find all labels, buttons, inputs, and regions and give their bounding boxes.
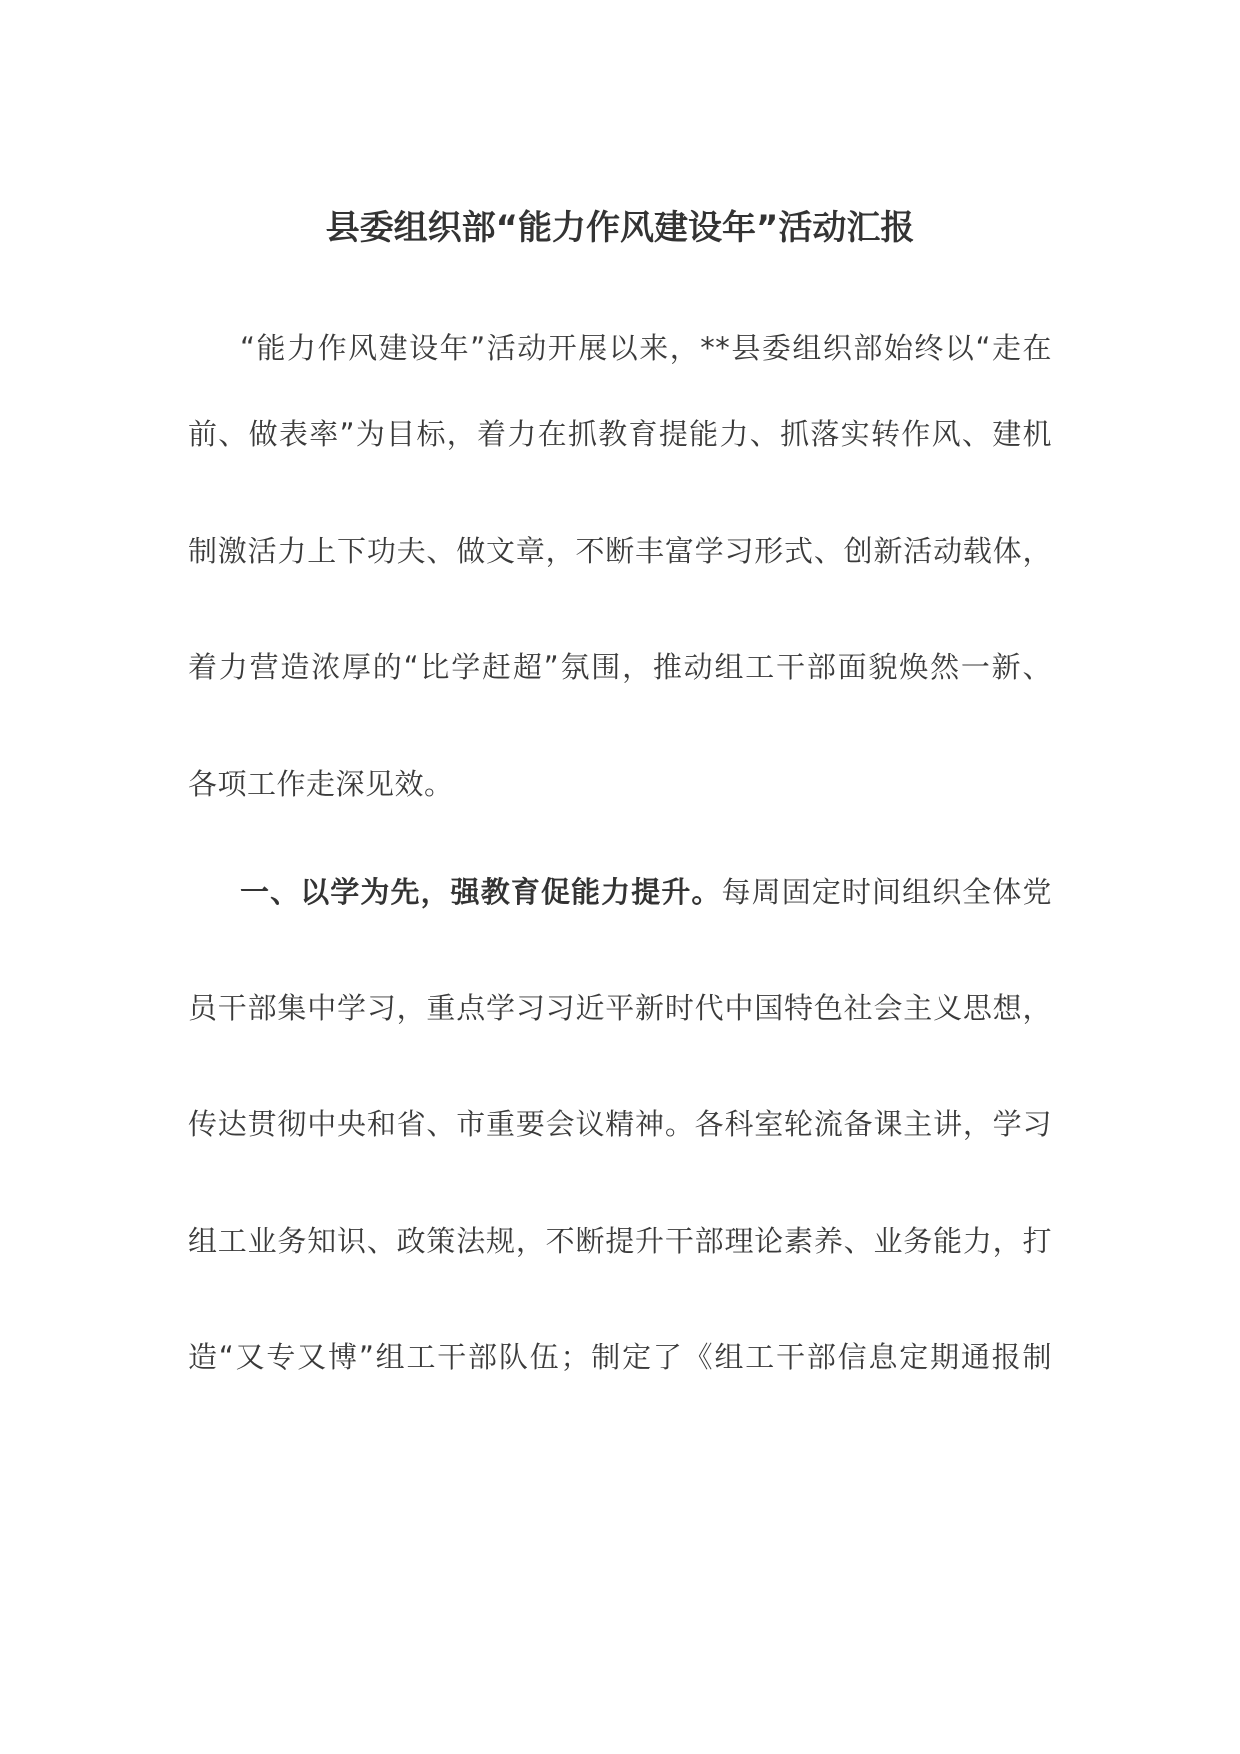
paragraph-2-line-1: [188, 862, 1052, 922]
paragraph-1-line-4: 着力营造浓厚的“比学赶超”氛围，推动组工干部面貌焕然一新、: [188, 650, 1052, 684]
document-title: 县委组织部“能力作风建设年”活动汇报: [325, 208, 915, 248]
paragraph-1-line-5: 各项工作走深见效。: [188, 767, 454, 801]
paragraph-2-line-2: 员干部集中学习，重点学习习近平新时代中国特色社会主义思想，: [188, 991, 1052, 1025]
paragraph-1-line-2: 前、做表率”为目标，着力在抓教育提能力、抓落实转作风、建机: [188, 417, 1052, 451]
paragraph-2-line-3: 传达贯彻中央和省、市重要会议精神。各科室轮流备课主讲，学习: [188, 1107, 1052, 1141]
paragraph-2-line-1-text: 每周固定时间组织全体党: [721, 875, 1052, 909]
paragraph-1-line-3: 制激活力上下功夫、做文章，不断丰富学习形式、创新活动载体，: [188, 534, 1052, 568]
paragraph-2-line-5: 造“又专又博”组工干部队伍；制定了《组工干部信息定期通报制: [188, 1340, 1052, 1374]
paragraph-1-line-1: “能力作风建设年”活动开展以来，**县委组织部始终以“走在: [240, 331, 1052, 365]
section-heading: 一、以学为先，强教育促能力提升。: [240, 875, 722, 909]
paragraph-2-line-4: 组工业务知识、政策法规，不断提升干部理论素养、业务能力，打: [188, 1224, 1052, 1258]
